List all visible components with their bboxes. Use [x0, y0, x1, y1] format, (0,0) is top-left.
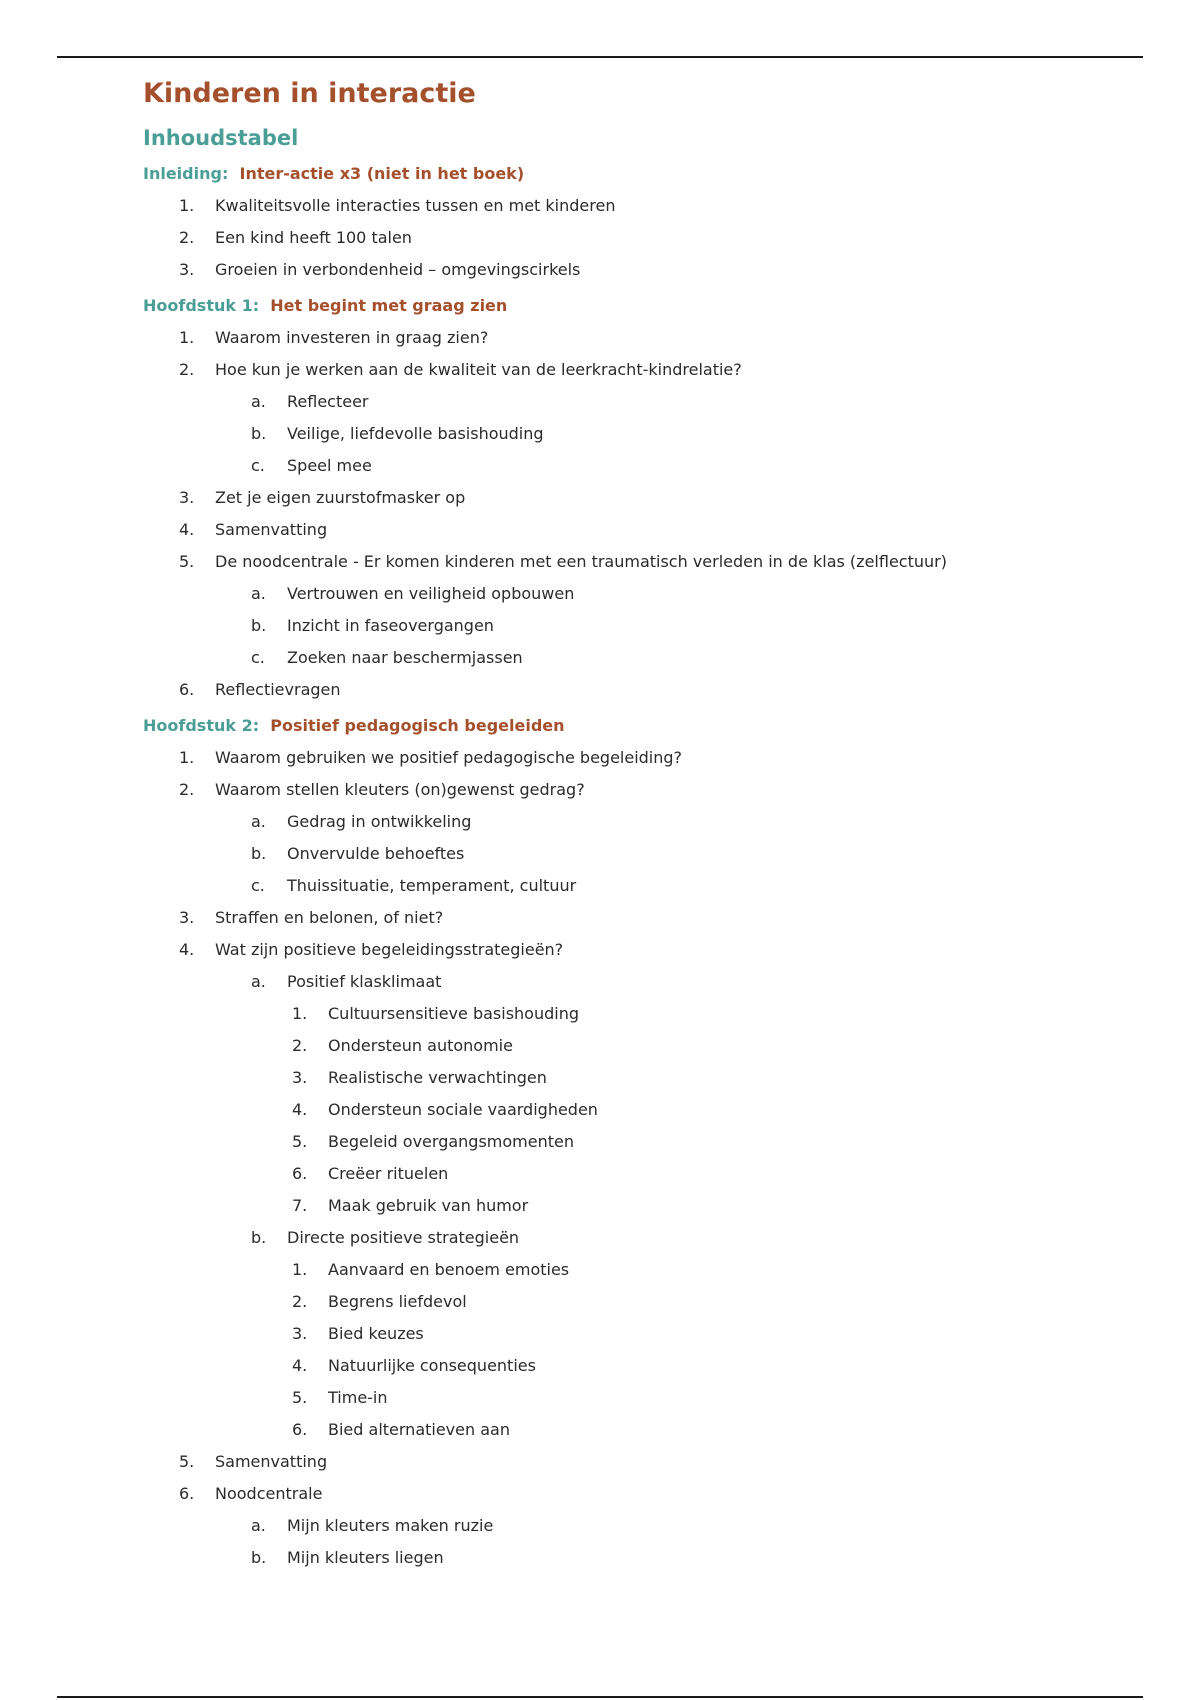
toc-item	[143, 514, 1143, 546]
toc-item	[143, 674, 1143, 706]
toc-subitem	[143, 838, 1143, 870]
toc-subitem	[143, 450, 1143, 482]
toc-subitem	[143, 1350, 1143, 1382]
section-prefix: Hoofdstuk 1:	[143, 296, 260, 315]
toc-item-number: 6.	[292, 1420, 308, 1439]
toc-subitem	[143, 1222, 1143, 1254]
toc-subitem	[143, 1254, 1143, 1286]
toc-item-label: Thuissituatie, temperament, cultuur	[287, 876, 577, 895]
toc-item	[143, 322, 1143, 354]
toc-item	[143, 1478, 1143, 1510]
section-prefix: Inleiding:	[143, 164, 229, 183]
toc-subitem	[143, 1318, 1143, 1350]
toc-item-number: 4.	[292, 1100, 308, 1119]
toc-item-number: b.	[251, 424, 267, 443]
toc-item	[143, 934, 1143, 966]
toc-item-number: 5.	[292, 1132, 308, 1151]
toc-item-label: Een kind heeft 100 talen	[215, 228, 412, 247]
toc-section	[143, 290, 1143, 706]
toc-item	[143, 902, 1143, 934]
toc-item-number: 1.	[292, 1004, 308, 1023]
toc-item	[143, 222, 1143, 254]
toc-subitem	[143, 998, 1143, 1030]
toc-item-label: Samenvatting	[215, 1452, 328, 1471]
toc-item-number: a.	[251, 584, 266, 603]
toc-item-label: Ondersteun sociale vaardigheden	[328, 1100, 598, 1119]
toc-item	[143, 254, 1143, 286]
toc-subitem	[143, 386, 1143, 418]
toc-item-label: Hoe kun je werken aan de kwaliteit van de leerkracht-kindrelatie?	[215, 360, 742, 379]
toc-subitem	[143, 1030, 1143, 1062]
toc-item-label: Mijn kleuters liegen	[287, 1548, 444, 1567]
document-title: Kinderen in interactie	[143, 78, 476, 109]
toc-item-number: a.	[251, 972, 266, 991]
toc-subitem	[143, 1190, 1143, 1222]
toc-item-label: Kwaliteitsvolle interacties tussen en met kinderen	[215, 196, 616, 215]
toc-item-label: Inzicht in faseovergangen	[287, 616, 494, 635]
bottom-rule	[57, 1696, 1143, 1698]
toc-item-number: 2.	[292, 1036, 308, 1055]
toc-subitem	[143, 610, 1143, 642]
toc-item-label: Waarom investeren in graag zien?	[215, 328, 489, 347]
toc-subitem	[143, 870, 1143, 902]
toc-item-number: a.	[251, 812, 266, 831]
toc-subitem	[143, 806, 1143, 838]
toc-item-label: Zet je eigen zuurstofmasker op	[215, 488, 466, 507]
section-title: Inter-actie x3 (niet in het boek)	[239, 164, 525, 183]
toc-item-number: 6.	[179, 680, 195, 699]
toc-item-label: Gedrag in ontwikkeling	[287, 812, 472, 831]
toc-item-label: Groeien in verbondenheid – omgevingscirkels	[215, 260, 581, 279]
toc-item-label: Bied keuzes	[328, 1324, 424, 1343]
toc-item-number: 2.	[179, 228, 195, 247]
toc-item-number: 7.	[292, 1196, 308, 1215]
toc-item	[143, 546, 1143, 578]
toc-item-number: 4.	[292, 1356, 308, 1375]
toc-item-number: 3.	[179, 908, 195, 927]
toc-item-label: Noodcentrale	[215, 1484, 323, 1503]
toc-item-number: 1.	[292, 1260, 308, 1279]
toc-item-number: c.	[251, 456, 265, 475]
toc-section	[143, 158, 1143, 286]
toc-item-label: Ondersteun autonomie	[328, 1036, 513, 1055]
toc-item-number: 4.	[179, 940, 195, 959]
toc-subitem	[143, 1286, 1143, 1318]
toc-item-number: b.	[251, 1548, 267, 1567]
toc-item-number: 2.	[292, 1292, 308, 1311]
toc-item-label: Waarom stellen kleuters (on)gewenst gedrag?	[215, 780, 585, 799]
toc-item-number: 5.	[292, 1388, 308, 1407]
toc-item-label: Onvervulde behoeftes	[287, 844, 465, 863]
toc-item-label: Speel mee	[287, 456, 372, 475]
section-title: Het begint met graag zien	[270, 296, 508, 315]
toc-item-number: 3.	[179, 488, 195, 507]
toc-item-number: 3.	[292, 1324, 308, 1343]
toc-item-label: Mijn kleuters maken ruzie	[287, 1516, 494, 1535]
toc-subitem	[143, 1126, 1143, 1158]
toc-item-number: b.	[251, 616, 267, 635]
toc-item-label: Cultuursensitieve basishouding	[328, 1004, 579, 1023]
toc-subitem	[143, 1382, 1143, 1414]
toc-item-number: c.	[251, 876, 265, 895]
toc-item-label: Maak gebruik van humor	[328, 1196, 529, 1215]
toc-section	[143, 710, 1143, 1574]
table-of-contents	[143, 158, 1143, 1574]
toc-item-number: 1.	[179, 196, 195, 215]
toc-item	[143, 742, 1143, 774]
section-heading	[143, 710, 1143, 742]
toc-item-number: c.	[251, 648, 265, 667]
toc-item-label: Samenvatting	[215, 520, 328, 539]
toc-subitem	[143, 418, 1143, 450]
toc-item-number: 4.	[179, 520, 195, 539]
document-body	[143, 74, 1143, 1574]
toc-item-number: 1.	[179, 328, 195, 347]
toc-subitem	[143, 1158, 1143, 1190]
toc-subitem	[143, 966, 1143, 998]
toc-item-number: 3.	[292, 1068, 308, 1087]
toc-subitem	[143, 1094, 1143, 1126]
toc-item-label: Veilige, liefdevolle basishouding	[287, 424, 544, 443]
section-prefix: Hoofdstuk 2:	[143, 716, 260, 735]
toc-item-number: 6.	[292, 1164, 308, 1183]
toc-subitem	[143, 1510, 1143, 1542]
toc-item-number: 6.	[179, 1484, 195, 1503]
section-heading	[143, 158, 1143, 190]
toc-item-label: Positief klasklimaat	[287, 972, 442, 991]
toc-item-number: 2.	[179, 780, 195, 799]
toc-item-label: Begeleid overgangsmomenten	[328, 1132, 574, 1151]
toc-item-number: 2.	[179, 360, 195, 379]
section-title: Positief pedagogisch begeleiden	[270, 716, 565, 735]
toc-item-label: Wat zijn positieve begeleidingsstrategieën?	[215, 940, 564, 959]
toc-item-number: a.	[251, 392, 266, 411]
toc-item	[143, 354, 1143, 386]
toc-item-label: Straffen en belonen, of niet?	[215, 908, 444, 927]
toc-item-number: 1.	[179, 748, 195, 767]
section-heading	[143, 290, 1143, 322]
toc-item-label: Reflecteer	[287, 392, 369, 411]
toc-item-number: 5.	[179, 552, 195, 571]
toc-item	[143, 190, 1143, 222]
toc-subitem	[143, 1542, 1143, 1574]
toc-subitem	[143, 578, 1143, 610]
toc-item-label: Reflectievragen	[215, 680, 341, 699]
toc-item-number: a.	[251, 1516, 266, 1535]
toc-item-label: Directe positieve strategieën	[287, 1228, 520, 1247]
toc-item	[143, 482, 1143, 514]
toc-subitem	[143, 642, 1143, 674]
toc-item-number: 3.	[179, 260, 195, 279]
toc-item-label: Aanvaard en benoem emoties	[328, 1260, 570, 1279]
toc-heading: Inhoudstabel	[143, 126, 299, 150]
toc-item-label: Vertrouwen en veiligheid opbouwen	[287, 584, 575, 603]
top-rule	[57, 56, 1143, 58]
toc-item-label: Natuurlijke consequenties	[328, 1356, 536, 1375]
toc-item	[143, 1446, 1143, 1478]
toc-item-label: De noodcentrale - Er komen kinderen met een traumatisch verleden in de klas (zelflectuur)	[215, 552, 947, 571]
toc-item-number: 5.	[179, 1452, 195, 1471]
toc-subitem	[143, 1414, 1143, 1446]
toc-item-label: Realistische verwachtingen	[328, 1068, 547, 1087]
toc-item-label: Creëer rituelen	[328, 1164, 449, 1183]
toc-item-label: Begrens liefdevol	[328, 1292, 467, 1311]
toc-item	[143, 774, 1143, 806]
toc-subitem	[143, 1062, 1143, 1094]
toc-item-number: b.	[251, 844, 267, 863]
toc-item-label: Time-in	[328, 1388, 388, 1407]
toc-item-number: b.	[251, 1228, 267, 1247]
toc-item-label: Zoeken naar beschermjassen	[287, 648, 523, 667]
toc-item-label: Bied alternatieven aan	[328, 1420, 510, 1439]
toc-item-label: Waarom gebruiken we positief pedagogische begeleiding?	[215, 748, 683, 767]
